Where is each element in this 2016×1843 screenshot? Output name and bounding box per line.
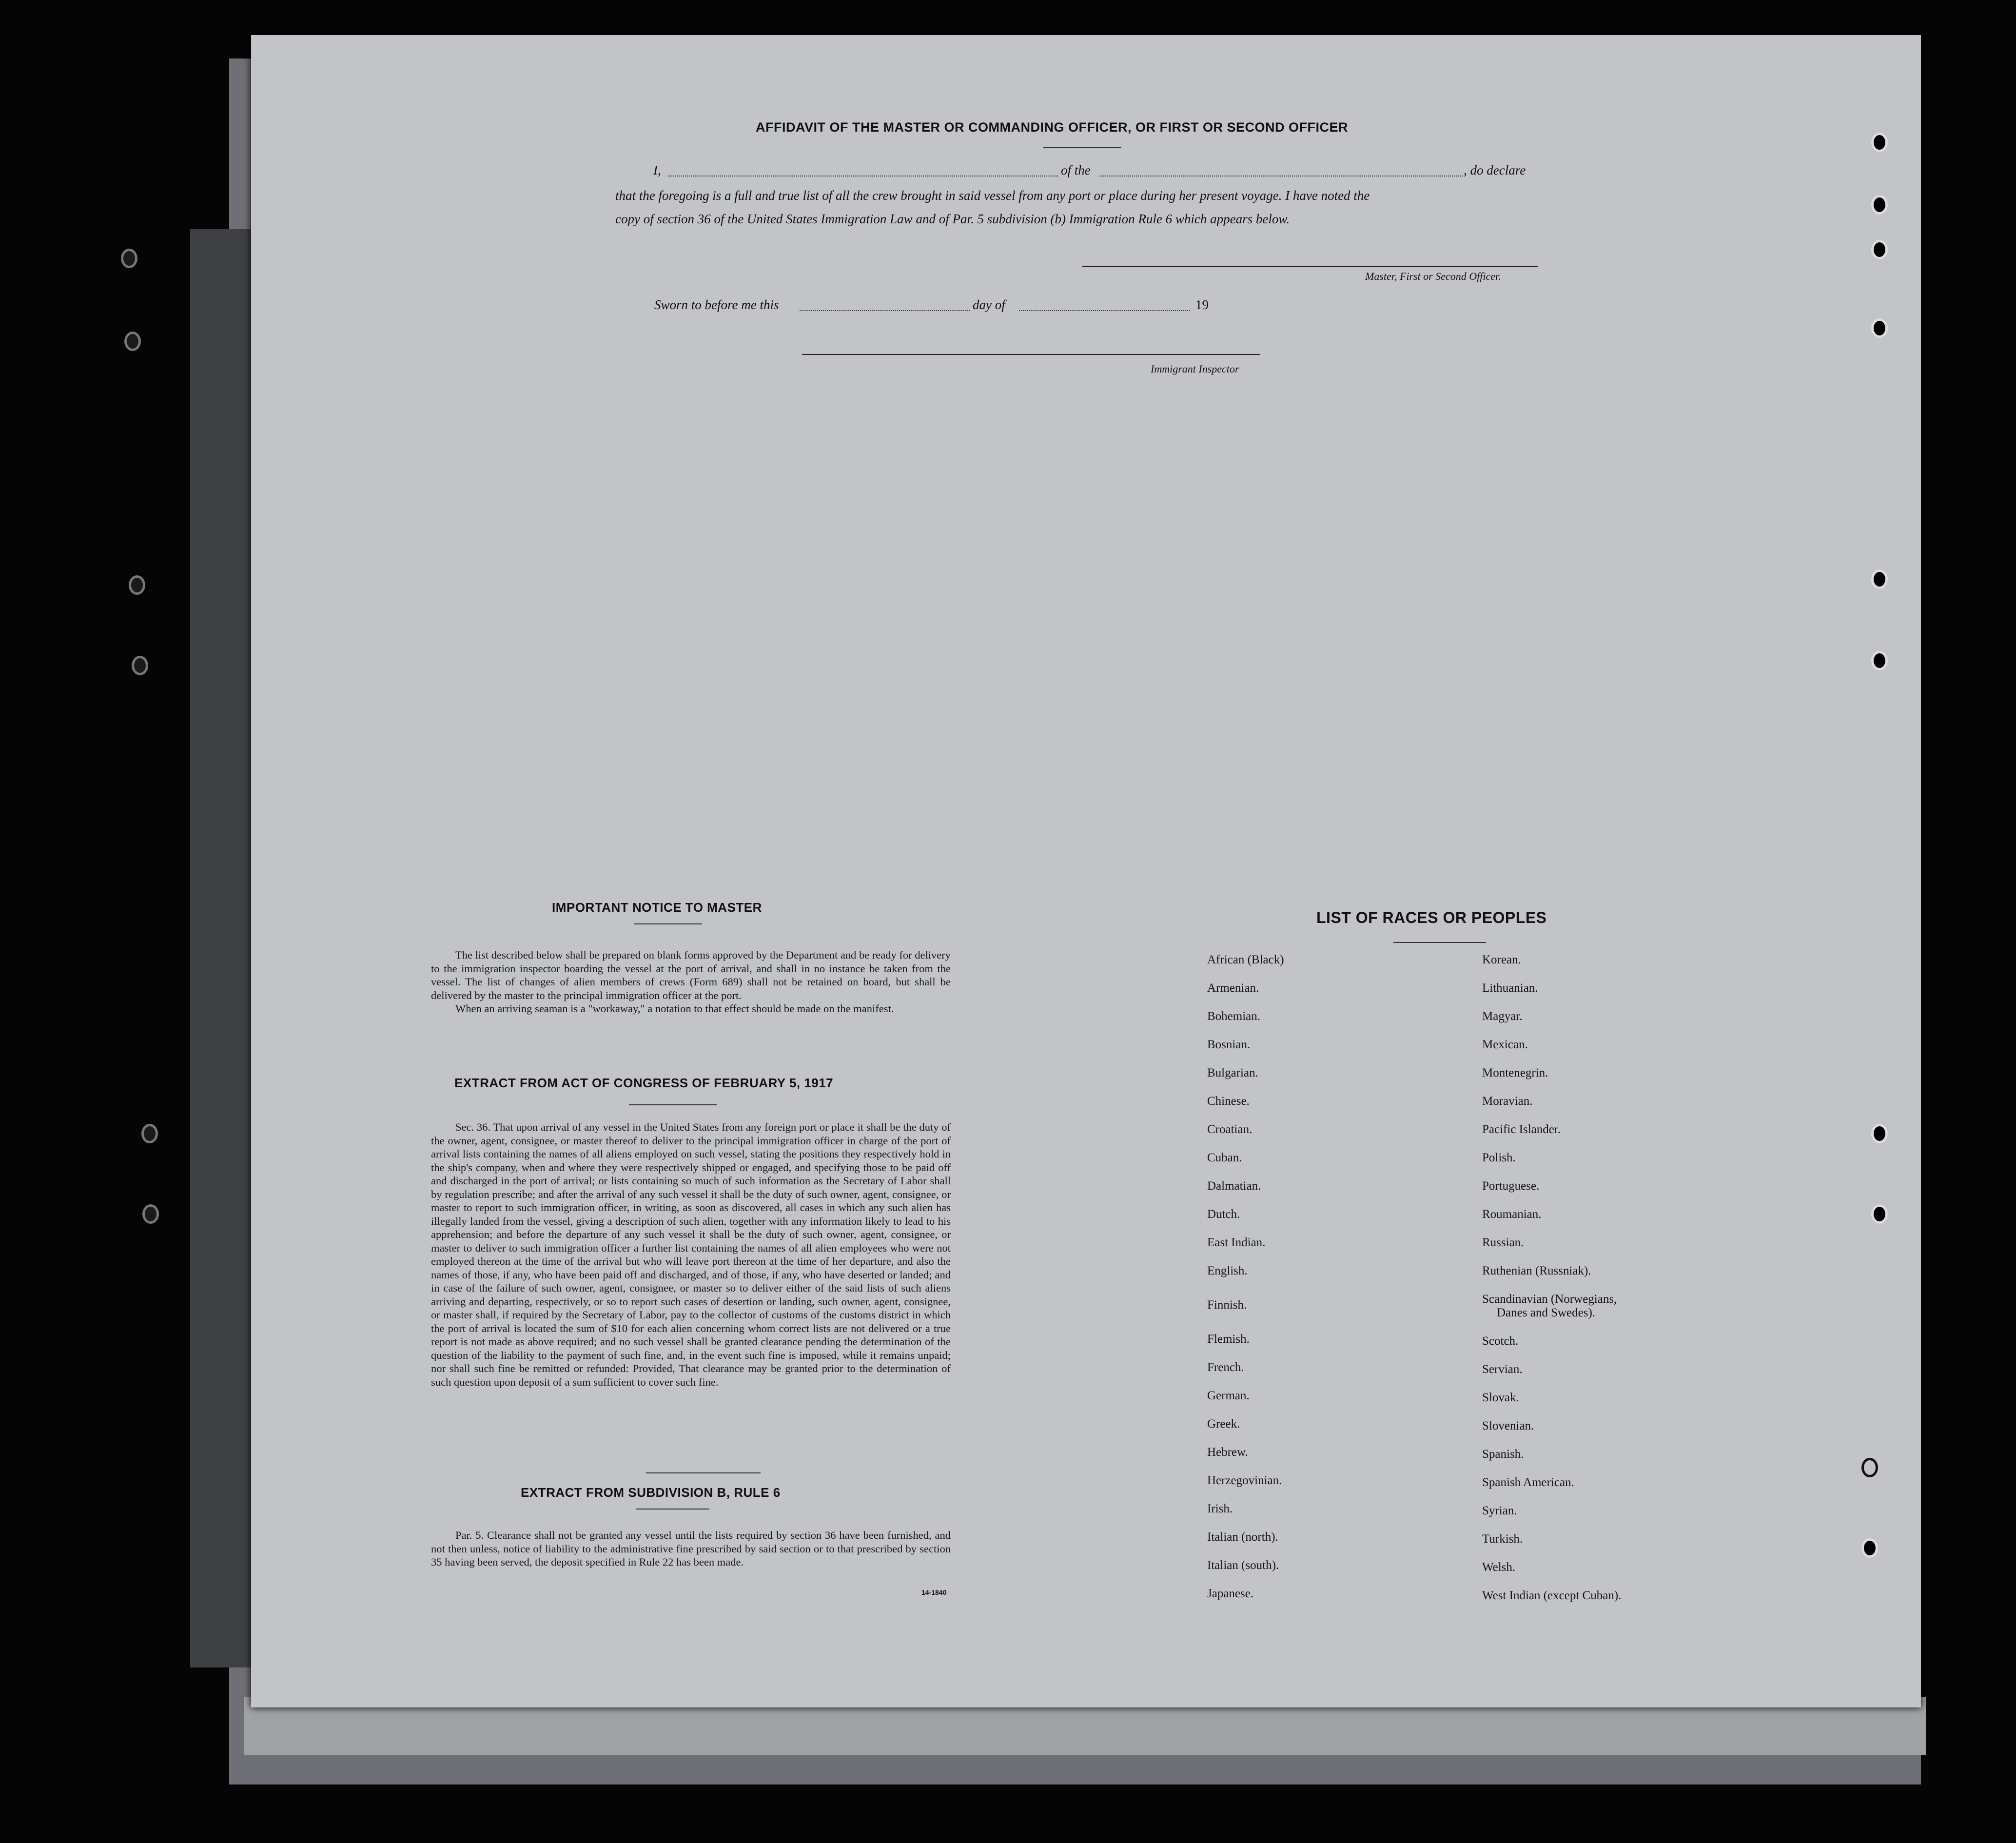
- notice-paragraph-1: The list described below shall be prepared on blank forms approved by the Department and be ready for delivery to the immigration inspector boarding the vessel at the port of arrival, and shall in no instance be taken from the vessel. The list of changes of alien members of crews (Form 689) shall not be retained on board, but shall be delivered by the master to the principal immigration officer at the port.: [431, 949, 951, 1001]
- sworn-year-label: 19: [1195, 297, 1209, 312]
- punch-hole-icon: [124, 332, 141, 351]
- race-item: Pacific Islander.: [1482, 1123, 1561, 1136]
- race-item: Russian.: [1482, 1236, 1524, 1249]
- document-page: [251, 35, 1921, 1707]
- affidavit-line-3: copy of section 36 of the United States Immigration Law and of Par. 5 subdivision (b) Immigration Rule 6 which appears below.: [615, 212, 1290, 226]
- extract-rule-title-rule: [636, 1509, 709, 1510]
- race-item: Roumanian.: [1482, 1208, 1542, 1221]
- race-item: African (Black): [1207, 953, 1284, 966]
- race-item: Dalmatian.: [1207, 1179, 1261, 1193]
- race-item: Mexican.: [1482, 1038, 1528, 1051]
- race-item: Moravian.: [1482, 1095, 1533, 1108]
- race-item: Croatian.: [1207, 1123, 1253, 1136]
- form-number: 14-1840: [921, 1588, 947, 1596]
- master-signature-line[interactable]: [1082, 266, 1538, 267]
- extract-rule-top-rule: [646, 1472, 761, 1473]
- race-item: Ruthenian (Russniak).: [1482, 1264, 1591, 1277]
- punch-hole-icon: [121, 249, 137, 268]
- extract-rule-title: EXTRACT FROM SUBDIVISION B, RULE 6: [521, 1485, 781, 1500]
- race-item: East Indian.: [1207, 1236, 1266, 1249]
- punch-hole-icon: [1871, 240, 1888, 259]
- race-item: Bohemian.: [1207, 1010, 1261, 1023]
- punch-hole-icon: [1871, 318, 1888, 338]
- punch-hole-icon: [132, 656, 148, 675]
- race-item: Danes and Swedes).: [1497, 1306, 1596, 1319]
- affidavit-title-rule: [1043, 147, 1121, 148]
- race-item: Irish.: [1207, 1502, 1233, 1515]
- race-item: Herzegovinian.: [1207, 1474, 1282, 1487]
- inspector-caption: Immigrant Inspector: [1151, 363, 1239, 375]
- race-item: Montenegrin.: [1482, 1066, 1548, 1079]
- race-item: Lithuanian.: [1482, 981, 1538, 995]
- affidavit-title: AFFIDAVIT OF THE MASTER OR COMMANDING OFFICER, OR FIRST OR SECOND OFFICER: [756, 120, 1348, 135]
- punch-hole-icon: [142, 1204, 159, 1224]
- race-item: Finnish.: [1207, 1298, 1247, 1312]
- extract-act-title: EXTRACT FROM ACT OF CONGRESS OF FEBRUARY 5, 1917: [454, 1076, 834, 1090]
- race-item: Portuguese.: [1482, 1179, 1540, 1193]
- race-item: Polish.: [1482, 1151, 1516, 1164]
- race-item: Greek.: [1207, 1417, 1240, 1431]
- race-item: Slovenian.: [1482, 1419, 1534, 1432]
- affidavit-i-label: I,: [653, 163, 661, 177]
- punch-hole-icon: [1861, 1538, 1878, 1558]
- bleed-through-texture: [544, 376, 1860, 864]
- race-item: Servian.: [1482, 1363, 1523, 1376]
- race-item: West Indian (except Cuban).: [1482, 1589, 1622, 1602]
- races-title: LIST OF RACES OR PEOPLES: [1316, 909, 1547, 926]
- race-item: Cuban.: [1207, 1151, 1242, 1164]
- race-item: Spanish.: [1482, 1448, 1524, 1461]
- race-item: Dutch.: [1207, 1208, 1240, 1221]
- race-item: Scandinavian (Norwegians,: [1482, 1293, 1617, 1306]
- punch-hole-icon: [141, 1124, 158, 1143]
- race-item: Korean.: [1482, 953, 1521, 966]
- race-item: Japanese.: [1207, 1587, 1254, 1600]
- section-36-text: Sec. 36. That upon arrival of any vessel in the United States from any foreign port or place it shall be the duty of the owner, agent, consignee, or master thereof to deliver to the principal immigration officer in charge of the port of arrival lists containing the names of all aliens employed on such vessel, stating the positions they respectively hold in the ship's company, when and where they were respectively shipped or engaged, and specifying those to be paid off and discharged in the port of arrival; or lists containing so much of such information as the Secretary of Labor shall by regulation prescribe; and after the arrival of any such vessel it shall be the duty of such owner, agent, consignee, or master to report to such immigration officer, in writing, as soon as discovered, all cases in which any such alien has illegally landed from the vessel, giving a description of such alien, together with any information likely to lead to his apprehension; and before the departure of any such vessel it shall be the duty of such owner, agent, consignee, or master to deliver to such immigration officer a further list containing the names of all alien employees who were not employed thereon at the time of the arrival but who will leave port thereon at the time of her departure, and also the names of those, if any, who have been paid off and discharged, and of those, if any, who have deserted or landed; and in case of the failure of such owner, agent, consignee, or master so to deliver either of the said lists of such aliens arriving and departing, respectively, or so to report such cases of desertion or landing, such owner, agent, consignee, or master shall, if required by the Secretary of Labor, pay to the collector of customs of the customs district in which the port of arrival is located the sum of $10 for each alien concerning whom correct lists are not delivered or a true report is not made as above required; and no such vessel shall be granted clearance pending the determination of the question of the liability to the payment of such fine, and, in the event such fine is imposed, while it remains unpaid; nor shall such fine be remitted or refunded: Provided, That clearance may be granted prior to the determination of such question upon deposit of a sum sufficient to cover such fine.: [431, 1121, 951, 1388]
- master-signature-caption: Master, First or Second Officer.: [1365, 270, 1501, 282]
- sworn-month-field[interactable]: [1019, 310, 1190, 311]
- notice-title: IMPORTANT NOTICE TO MASTER: [552, 900, 762, 915]
- punch-hole-icon: [1871, 1204, 1888, 1224]
- race-item: Armenian.: [1207, 981, 1259, 995]
- par-5-text: Par. 5. Clearance shall not be granted any vessel until the lists required by section 36 have been furnished, and not then unless, notice of liability to the administrative fine prescribed by said section or to that prescribed by section 35 having been served, the deposit specified in Rule 22 has been made.: [431, 1529, 951, 1568]
- affidavit-declare-label: , do declare: [1464, 163, 1526, 177]
- race-item: Slovak.: [1482, 1391, 1519, 1404]
- punch-hole-icon: [129, 575, 145, 595]
- race-item: French.: [1207, 1361, 1244, 1374]
- race-item: German.: [1207, 1389, 1250, 1402]
- punch-hole-icon: [1871, 195, 1888, 215]
- race-item: Welsh.: [1482, 1561, 1516, 1574]
- punch-hole-icon: [1871, 651, 1888, 670]
- sworn-day-field[interactable]: [800, 310, 970, 311]
- race-item: Italian (south).: [1207, 1559, 1279, 1572]
- punch-hole-icon: [1871, 569, 1888, 589]
- punch-hole-icon: [1871, 1124, 1888, 1143]
- race-item: Spanish American.: [1482, 1476, 1574, 1489]
- back-sheet-left: [190, 229, 258, 1667]
- day-of-label: day of: [973, 297, 1005, 312]
- races-title-rule: [1393, 942, 1486, 943]
- race-item: Italian (north).: [1207, 1530, 1278, 1544]
- notice-text: [431, 948, 951, 1016]
- punch-hole-icon: [1871, 133, 1888, 152]
- notice-paragraph-2: When an arriving seaman is a "workaway," a notation to that effect should be made on the manifest.: [455, 1002, 894, 1015]
- race-item: Turkish.: [1482, 1532, 1523, 1546]
- punch-hole-icon: [1861, 1458, 1878, 1477]
- race-item: Scotch.: [1482, 1334, 1519, 1348]
- race-item: Syrian.: [1482, 1504, 1517, 1517]
- affidavit-line-2: that the foregoing is a full and true list of all the crew brought in said vessel from any port or place during her present voyage. I have noted the: [615, 188, 1370, 203]
- extract-act-title-rule: [629, 1104, 717, 1105]
- notice-title-rule: [634, 923, 702, 924]
- extract-act-text: [431, 1120, 951, 1389]
- race-item: Bosnian.: [1207, 1038, 1251, 1051]
- race-item: Flemish.: [1207, 1333, 1250, 1346]
- extract-rule-text: [431, 1529, 951, 1569]
- race-item: Chinese.: [1207, 1095, 1250, 1108]
- inspector-signature-line[interactable]: [802, 354, 1260, 355]
- sworn-label: Sworn to before me this: [654, 297, 779, 312]
- race-item: Bulgarian.: [1207, 1066, 1258, 1079]
- affidavit-of-label: of the: [1061, 163, 1091, 177]
- race-item: Magyar.: [1482, 1010, 1523, 1023]
- race-item: Hebrew.: [1207, 1446, 1248, 1459]
- race-item: English.: [1207, 1264, 1248, 1277]
